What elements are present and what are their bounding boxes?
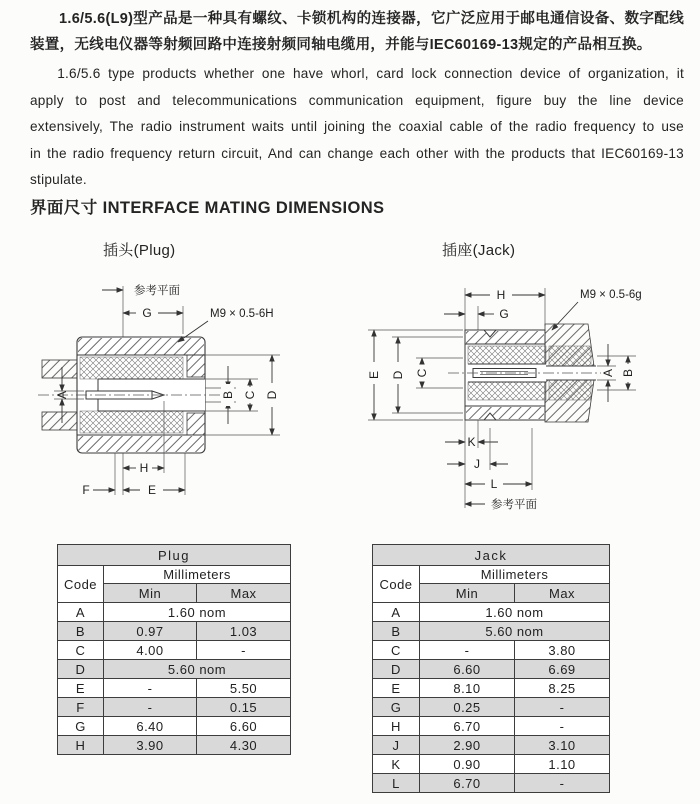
jack-dim-label-b: B: [621, 368, 635, 378]
cell-code: B: [58, 622, 104, 641]
table-row: [58, 679, 291, 698]
cell-max: -: [515, 717, 610, 736]
cell-code: E: [373, 679, 420, 698]
cell-code: J: [373, 736, 420, 755]
cell-min: -: [104, 698, 197, 717]
table-row: [373, 603, 610, 622]
cell-code: D: [58, 660, 104, 679]
cell-max: -: [515, 698, 610, 717]
cell-min: 0.25: [420, 698, 515, 717]
cell-max: 0.15: [197, 698, 291, 717]
cell-code: G: [58, 717, 104, 736]
plug-dim-label-h: H: [139, 461, 149, 475]
jack-dim-label-c: C: [415, 368, 429, 378]
plug-table-max-header: Max: [197, 584, 291, 603]
jack-ref-plane-label: 参考平面: [491, 499, 537, 511]
table-row: [373, 755, 610, 774]
table-row: [373, 698, 610, 717]
plug-drawing: [30, 276, 360, 541]
jack-thread-label: M9 × 0.5-6g: [580, 289, 642, 301]
cell-value: 1.60 nom: [420, 603, 610, 622]
cell-max: 6.69: [515, 660, 610, 679]
cell-code: H: [373, 717, 420, 736]
plug-dim-label-g: G: [142, 306, 152, 320]
jack-table-unit-header: Millimeters: [420, 566, 610, 584]
cell-code: D: [373, 660, 420, 679]
cell-max: 1.03: [197, 622, 291, 641]
cell-max: 1.10: [515, 755, 610, 774]
cell-max: 6.60: [197, 717, 291, 736]
plug-ref-plane-label: 参考平面: [134, 285, 180, 297]
table-row: [58, 603, 291, 622]
section-heading: 界面尺寸 INTERFACE MATING DIMENSIONS: [30, 199, 385, 217]
table-row: [58, 641, 291, 660]
cell-code: E: [58, 679, 104, 698]
plug-table-unit-header: Millimeters: [104, 566, 291, 584]
table-row: [58, 622, 291, 641]
cell-code: H: [58, 736, 104, 755]
jack-figure-caption: 插座(Jack): [442, 242, 516, 259]
jack-dim-label-h: H: [496, 288, 506, 302]
jack-dim-label-k: K: [467, 435, 476, 449]
jack-table-code-header: Code: [373, 566, 420, 603]
plug-table-title: Plug: [58, 545, 291, 566]
cell-min: 3.90: [104, 736, 197, 755]
plug-table: [57, 544, 291, 755]
table-row: [373, 736, 610, 755]
cell-max: 3.10: [515, 736, 610, 755]
table-row: [58, 717, 291, 736]
cell-code: C: [58, 641, 104, 660]
cell-max: -: [515, 774, 610, 793]
plug-dim-e: [123, 453, 185, 497]
cell-code: K: [373, 755, 420, 774]
cell-code: G: [373, 698, 420, 717]
intro-block: [30, 6, 684, 194]
plug-dim-label-d: D: [265, 390, 279, 400]
jack-drawing: [360, 276, 690, 541]
jack-dim-label-l: L: [490, 477, 498, 491]
cell-code: F: [58, 698, 104, 717]
cell-code: C: [373, 641, 420, 660]
cell-max: 5.50: [197, 679, 291, 698]
jack-dim-a: [597, 344, 616, 402]
jack-dim-label-d: D: [391, 370, 405, 380]
cell-code: A: [58, 603, 104, 622]
jack-dim-label-e: E: [367, 370, 381, 380]
cell-min: -: [104, 679, 197, 698]
table-row: [373, 774, 610, 793]
cell-value: 1.60 nom: [104, 603, 291, 622]
jack-table: [372, 544, 610, 793]
jack-table-min-header: Min: [420, 584, 515, 603]
jack-table-max-header: Max: [515, 584, 610, 603]
plug-dim-label-a: A: [55, 390, 69, 400]
plug-dim-label-f: F: [82, 483, 90, 497]
cell-max: 3.80: [515, 641, 610, 660]
intro-paragraph-en: 1.6/5.6 type products whether one have whorl, card lock connection device of organization, it apply to post and telecommunications communication equipment, figure buy the line device extensively, The radio instrument waits until joining the coaxial cable of the radio frequency to use in the radio frequency return circuit, And can change each other with the products that IEC60169-13 stipulate.: [30, 66, 684, 187]
plug-table-min-header: Min: [104, 584, 197, 603]
plug-dim-label-b: B: [221, 390, 235, 400]
table-row: [373, 660, 610, 679]
jack-dim-label-g: G: [499, 307, 509, 321]
table-row: [58, 660, 291, 679]
cell-code: A: [373, 603, 420, 622]
table-row: [373, 679, 610, 698]
cell-min: 6.60: [420, 660, 515, 679]
plug-table-code-header: Code: [58, 566, 104, 603]
cell-max: 8.25: [515, 679, 610, 698]
plug-figure-caption: 插头(Plug): [103, 242, 176, 259]
jack-body: [448, 324, 612, 422]
cell-min: 0.97: [104, 622, 197, 641]
cell-min: 6.40: [104, 717, 197, 736]
table-row: [58, 736, 291, 755]
cell-min: 2.90: [420, 736, 515, 755]
cell-code: L: [373, 774, 420, 793]
cell-min: 4.00: [104, 641, 197, 660]
plug-dim-f: [82, 453, 115, 497]
jack-table-title: Jack: [373, 545, 610, 566]
cell-value: 5.60 nom: [420, 622, 610, 641]
cell-min: 6.70: [420, 717, 515, 736]
cell-max: -: [197, 641, 291, 660]
cell-min: 0.90: [420, 755, 515, 774]
plug-dim-g: [123, 306, 183, 334]
jack-dim-label-a: A: [601, 368, 615, 378]
cell-code: B: [373, 622, 420, 641]
table-row: [373, 622, 610, 641]
intro-paragraph-zh: 1.6/5.6(L9)型产品是一种具有螺纹、卡锁机构的连接器，它广泛应用于邮电通信设备、数字配线装置，无线电仪器等射频回路中连接射频同轴电缆用，并能与IEC60169-13规定的产品相互换。: [30, 11, 684, 53]
table-row: [373, 717, 610, 736]
jack-dim-label-j: J: [474, 457, 480, 471]
cell-min: -: [420, 641, 515, 660]
cell-min: 6.70: [420, 774, 515, 793]
plug-dim-label-c: C: [243, 390, 257, 400]
plug-thread-label: M9 × 0.5-6H: [210, 308, 274, 320]
table-row: [58, 698, 291, 717]
cell-max: 4.30: [197, 736, 291, 755]
cell-min: 8.10: [420, 679, 515, 698]
jack-dim-g: [444, 306, 509, 332]
plug-dim-label-e: E: [147, 483, 157, 497]
jack-dim-j: [447, 428, 508, 471]
cell-value: 5.60 nom: [104, 660, 291, 679]
table-row: [373, 641, 610, 660]
